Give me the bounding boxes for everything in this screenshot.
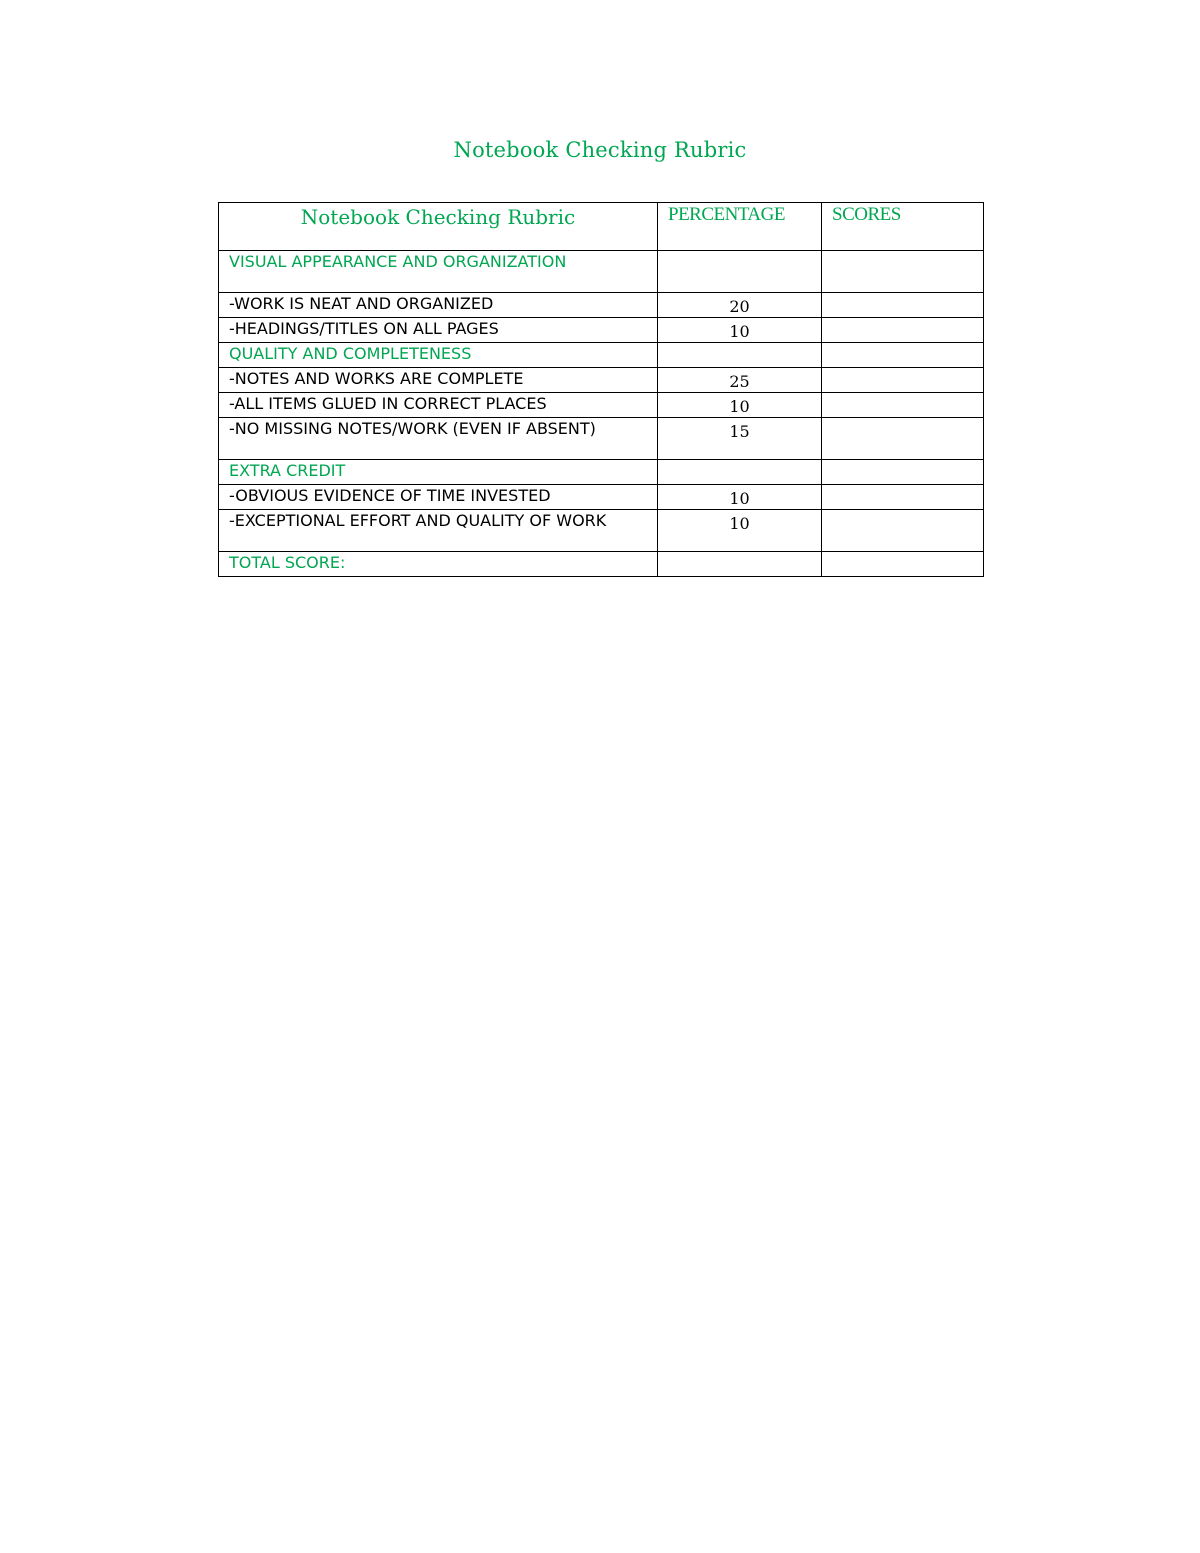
section-label-quality-completeness: QUALITY AND COMPLETENESS bbox=[219, 343, 658, 368]
score-cell[interactable] bbox=[822, 318, 984, 343]
criterion-label: -NO MISSING NOTES/WORK (EVEN IF ABSENT) bbox=[219, 418, 658, 460]
percentage-cell: 25 bbox=[658, 368, 822, 393]
percentage-header: PERCENTAGE bbox=[658, 203, 822, 251]
percentage-cell: 20 bbox=[658, 293, 822, 318]
score-cell[interactable] bbox=[822, 485, 984, 510]
table-row bbox=[219, 251, 984, 293]
score-cell[interactable] bbox=[822, 368, 984, 393]
score-cell[interactable] bbox=[822, 418, 984, 460]
score-cell[interactable] bbox=[822, 293, 984, 318]
criterion-label: -WORK IS NEAT AND ORGANIZED bbox=[219, 293, 658, 318]
table-row bbox=[219, 460, 984, 485]
percentage-cell bbox=[658, 460, 822, 485]
criterion-label: -OBVIOUS EVIDENCE OF TIME INVESTED bbox=[219, 485, 658, 510]
total-score-label: TOTAL SCORE: bbox=[219, 552, 658, 577]
criteria-header: Notebook Checking Rubric bbox=[219, 203, 658, 251]
percentage-cell: 10 bbox=[658, 318, 822, 343]
section-label-visual-appearance: VISUAL APPEARANCE AND ORGANIZATION bbox=[219, 251, 658, 293]
scores-header: SCORES bbox=[822, 203, 984, 251]
percentage-cell bbox=[658, 251, 822, 293]
table-row bbox=[219, 293, 984, 318]
percentage-cell bbox=[658, 343, 822, 368]
total-score-cell[interactable] bbox=[822, 552, 984, 577]
table-header-row bbox=[219, 203, 984, 251]
table-row bbox=[219, 485, 984, 510]
score-cell[interactable] bbox=[822, 460, 984, 485]
percentage-cell: 10 bbox=[658, 393, 822, 418]
criterion-label: -ALL ITEMS GLUED IN CORRECT PLACES bbox=[219, 393, 658, 418]
score-cell[interactable] bbox=[822, 393, 984, 418]
percentage-cell bbox=[658, 552, 822, 577]
table-row bbox=[219, 318, 984, 343]
criterion-label: -EXCEPTIONAL EFFORT AND QUALITY OF WORK bbox=[219, 510, 658, 552]
table-row bbox=[219, 510, 984, 552]
rubric-table bbox=[218, 202, 984, 577]
score-cell[interactable] bbox=[822, 510, 984, 552]
table-row bbox=[219, 418, 984, 460]
score-cell[interactable] bbox=[822, 343, 984, 368]
criterion-label: -HEADINGS/TITLES ON ALL PAGES bbox=[219, 318, 658, 343]
table-row bbox=[219, 393, 984, 418]
percentage-cell: 10 bbox=[658, 485, 822, 510]
table-row bbox=[219, 343, 984, 368]
table-row bbox=[219, 368, 984, 393]
page-title: Notebook Checking Rubric bbox=[453, 138, 747, 162]
percentage-cell: 10 bbox=[658, 510, 822, 552]
percentage-cell: 15 bbox=[658, 418, 822, 460]
criterion-label: -NOTES AND WORKS ARE COMPLETE bbox=[219, 368, 658, 393]
table-row bbox=[219, 552, 984, 577]
score-cell[interactable] bbox=[822, 251, 984, 293]
section-label-extra-credit: EXTRA CREDIT bbox=[219, 460, 658, 485]
